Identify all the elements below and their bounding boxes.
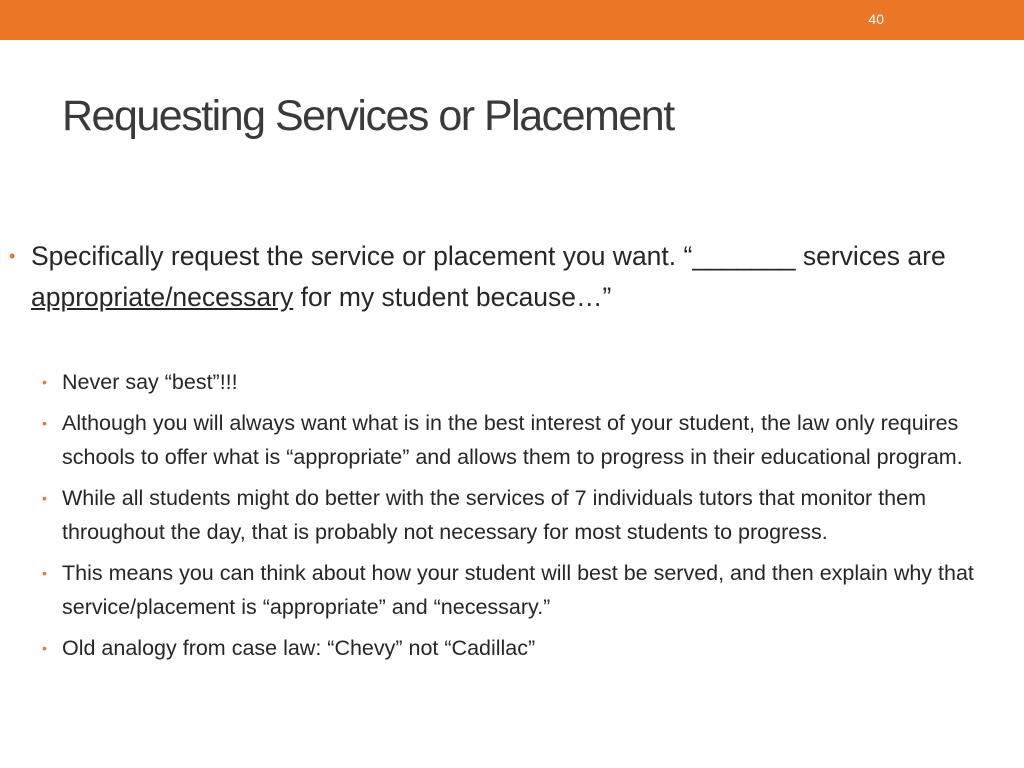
sub-bullet-text: Although you will always want what is in the best interest of your student, the law only requires schools to offer what is “appropriate” and allows them to progress in their educational program. bbox=[62, 410, 963, 469]
sub-bullet-list bbox=[0, 365, 1020, 671]
main-bullet-item bbox=[0, 236, 960, 318]
sub-bullet-item bbox=[0, 481, 1020, 550]
sub-bullet-text: This means you can think about how your student will best be served, and then explain why that service/placement is “appropriate” and “necessary.” bbox=[62, 560, 974, 619]
sub-bullet-text: While all students might do better with the services of 7 individuals tutors that monitor them throughout the day, that is probably not necessary for most students to progress. bbox=[62, 485, 926, 544]
sub-bullet-text: Old analogy from case law: “Chevy” not “Cadillac” bbox=[62, 635, 536, 660]
sub-bullet-item bbox=[0, 406, 1020, 475]
slide-title: Requesting Services or Placement bbox=[62, 92, 674, 140]
sub-bullet-item bbox=[0, 365, 1020, 400]
sub-bullet-item bbox=[0, 556, 1020, 625]
bullet-icon: • bbox=[42, 489, 47, 506]
bullet-icon: • bbox=[9, 246, 16, 266]
bullet-icon: • bbox=[42, 564, 47, 581]
bullet-icon: • bbox=[42, 639, 47, 656]
main-bullet-underlined-text: appropriate/necessary bbox=[31, 282, 294, 312]
bullet-icon: • bbox=[42, 414, 47, 431]
sub-bullet-text: Never say “best”!!! bbox=[62, 370, 238, 394]
bullet-icon: • bbox=[42, 374, 47, 390]
sub-bullet-item bbox=[0, 631, 1020, 666]
main-bullet-text-start: Specifically request the service or placement you want. “_______ services are bbox=[31, 241, 946, 271]
slide-number: 40 bbox=[868, 11, 884, 27]
header-bar bbox=[0, 0, 1024, 40]
main-bullet-list bbox=[0, 236, 960, 318]
main-bullet-text-end: for my student because…” bbox=[293, 282, 612, 312]
